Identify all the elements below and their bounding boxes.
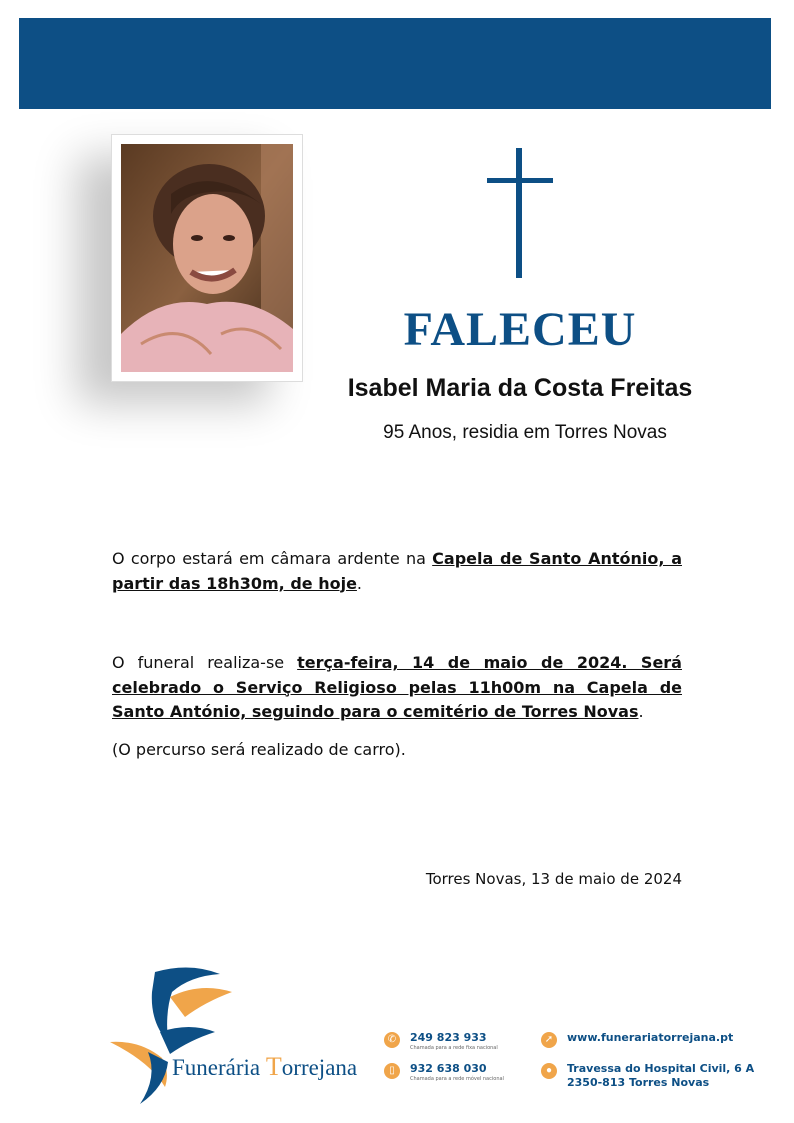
funeraria-logo-icon [110,962,235,1107]
cross-icon [485,148,555,280]
contact-phone-mobile[interactable]: ▯ 932 638 030 Chamada para a rede móvel nacional [384,1062,504,1083]
wake-paragraph: O corpo estará em câmara ardente na Capela de Santo António, a partir das 18h30m, de hoje. [112,549,682,593]
mobile-phone-icon: ▯ [384,1063,400,1079]
age-residence: 95 Anos, residia em Torres Novas [383,422,667,443]
cursor-icon: ➚ [541,1032,557,1048]
portrait-photo [121,144,293,372]
funeral-details: terça-feira, 14 de maio de 2024. Será celebrado o Serviço Religioso pelas 11h00m na Capela de Santo António, seguindo para o cemitério de Torres Novas [112,653,682,721]
route-note: (O percurso será realizado de carro). [112,740,406,759]
contact-address: ● Travessa do Hospital Civil, 6 A 2350-813 Torres Novas [541,1062,754,1090]
death-announcement-heading: FALECEU [403,303,637,356]
funeraria-logo-text: Funerária Torrejana [172,1052,358,1081]
top-banner [19,18,771,109]
location-pin-icon: ● [541,1063,557,1079]
contact-website[interactable]: ➚ www.funerariatorrejana.pt [541,1031,733,1048]
deceased-name: Isabel Maria da Costa Freitas [347,374,693,402]
wake-location-time: Capela de Santo António, a partir das 18h30m, de hoje [112,549,682,593]
funeral-paragraph: O funeral realiza-se terça-feira, 14 de maio de 2024. Será celebrado o Serviço Religioso pelas 11h00m na Capela de Santo António, seguindo para o cemitério de Torres Novas. [112,653,682,721]
contact-phone-landline[interactable]: ✆ 249 823 933 Chamada para a rede fixa nacional [384,1031,498,1052]
place-date: Torres Novas, 13 de maio de 2024 [425,870,682,888]
phone-icon: ✆ [384,1032,400,1048]
portrait-frame [111,134,303,382]
